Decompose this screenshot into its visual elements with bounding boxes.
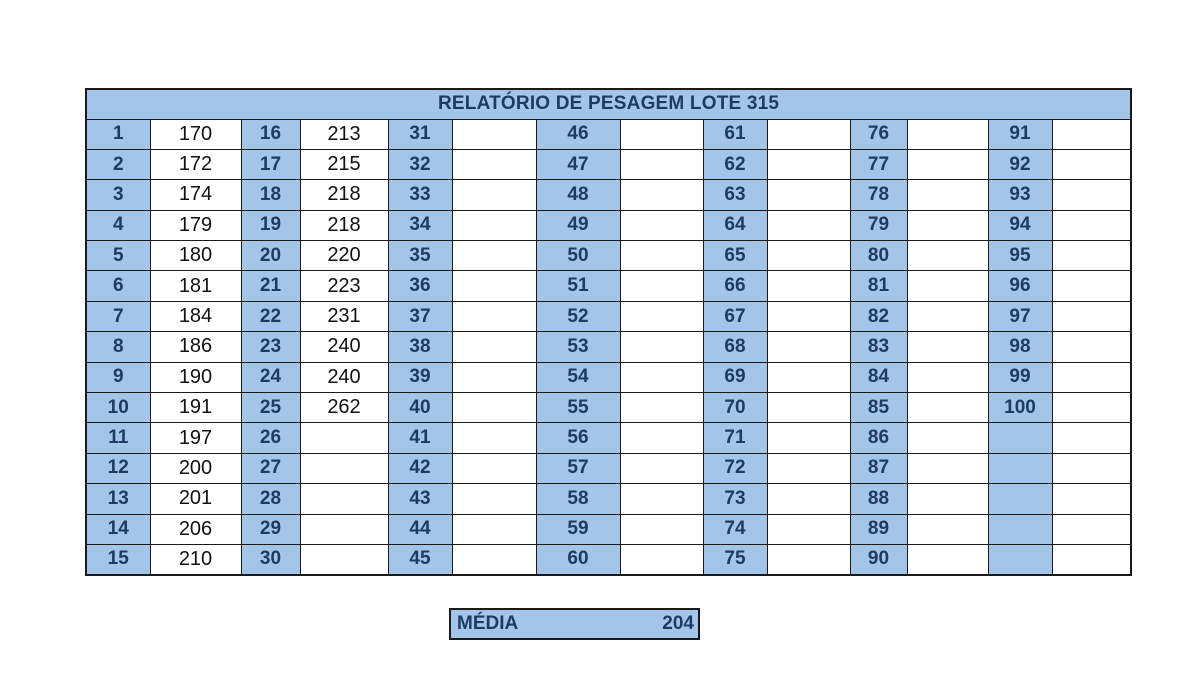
animal-number-cell: 13 <box>86 484 150 514</box>
animal-number-cell: 39 <box>388 362 452 392</box>
weight-cell <box>907 514 988 544</box>
weight-cell <box>907 453 988 483</box>
weight-cell <box>1052 544 1131 574</box>
weight-cell: 213 <box>300 119 388 149</box>
animal-number-cell: 41 <box>388 423 452 453</box>
weight-cell <box>620 180 703 210</box>
weight-cell <box>1052 484 1131 514</box>
animal-number-cell: 68 <box>703 332 767 362</box>
animal-number-cell: 94 <box>988 210 1052 240</box>
table-row <box>86 484 1131 514</box>
weight-cell: 223 <box>300 271 388 301</box>
weight-cell <box>767 484 850 514</box>
average-box <box>449 608 700 640</box>
weight-cell <box>620 393 703 423</box>
weight-cell <box>452 210 536 240</box>
animal-number-cell: 14 <box>86 514 150 544</box>
animal-number-cell: 31 <box>388 119 452 149</box>
weight-cell <box>620 119 703 149</box>
animal-number-cell: 40 <box>388 393 452 423</box>
animal-number-cell: 46 <box>536 119 620 149</box>
weight-cell <box>300 514 388 544</box>
animal-number-cell: 100 <box>988 393 1052 423</box>
weight-cell <box>907 362 988 392</box>
weight-cell <box>620 423 703 453</box>
animal-number-cell: 26 <box>241 423 300 453</box>
table-row <box>86 423 1131 453</box>
animal-number-cell: 90 <box>850 544 907 574</box>
weight-cell: 190 <box>150 362 241 392</box>
animal-number-cell: 75 <box>703 544 767 574</box>
animal-number-cell: 22 <box>241 301 300 331</box>
animal-number-cell <box>988 423 1052 453</box>
weight-cell <box>452 180 536 210</box>
animal-number-cell: 92 <box>988 149 1052 179</box>
animal-number-cell: 79 <box>850 210 907 240</box>
weight-cell <box>452 241 536 271</box>
weight-cell <box>1052 301 1131 331</box>
animal-number-cell: 53 <box>536 332 620 362</box>
weight-cell <box>767 119 850 149</box>
weight-cell <box>452 453 536 483</box>
table-row <box>86 149 1131 179</box>
weight-cell: 210 <box>150 544 241 574</box>
table-row <box>86 514 1131 544</box>
animal-number-cell: 10 <box>86 393 150 423</box>
animal-number-cell: 78 <box>850 180 907 210</box>
weight-cell <box>620 544 703 574</box>
animal-number-cell: 43 <box>388 484 452 514</box>
animal-number-cell: 38 <box>388 332 452 362</box>
average-label: MÉDIA <box>457 613 519 634</box>
animal-number-cell: 87 <box>850 453 907 483</box>
animal-number-cell: 56 <box>536 423 620 453</box>
animal-number-cell: 18 <box>241 180 300 210</box>
weight-cell <box>907 301 988 331</box>
weight-cell <box>452 393 536 423</box>
animal-number-cell: 11 <box>86 423 150 453</box>
weight-cell <box>767 362 850 392</box>
weight-cell <box>907 544 988 574</box>
weight-cell <box>907 241 988 271</box>
weight-cell <box>1052 180 1131 210</box>
animal-number-cell: 25 <box>241 393 300 423</box>
animal-number-cell: 47 <box>536 149 620 179</box>
weight-cell <box>620 332 703 362</box>
weight-cell: 240 <box>300 332 388 362</box>
animal-number-cell: 93 <box>988 180 1052 210</box>
animal-number-cell <box>988 484 1052 514</box>
animal-number-cell: 37 <box>388 301 452 331</box>
animal-number-cell <box>988 453 1052 483</box>
weight-cell <box>907 423 988 453</box>
animal-number-cell: 82 <box>850 301 907 331</box>
weight-cell <box>1052 332 1131 362</box>
weight-cell: 240 <box>300 362 388 392</box>
weight-cell: 191 <box>150 393 241 423</box>
animal-number-cell: 83 <box>850 332 907 362</box>
animal-number-cell: 64 <box>703 210 767 240</box>
weight-cell: 174 <box>150 180 241 210</box>
weight-cell: 200 <box>150 453 241 483</box>
animal-number-cell: 59 <box>536 514 620 544</box>
animal-number-cell: 69 <box>703 362 767 392</box>
animal-number-cell: 60 <box>536 544 620 574</box>
animal-number-cell: 44 <box>388 514 452 544</box>
table-row <box>86 301 1131 331</box>
weight-cell: 181 <box>150 271 241 301</box>
animal-number-cell: 7 <box>86 301 150 331</box>
animal-number-cell: 9 <box>86 362 150 392</box>
weight-cell <box>767 423 850 453</box>
animal-number-cell: 16 <box>241 119 300 149</box>
weight-cell <box>767 301 850 331</box>
animal-number-cell: 88 <box>850 484 907 514</box>
weight-cell <box>907 149 988 179</box>
animal-number-cell: 77 <box>850 149 907 179</box>
animal-number-cell: 30 <box>241 544 300 574</box>
animal-number-cell: 32 <box>388 149 452 179</box>
animal-number-cell: 50 <box>536 241 620 271</box>
animal-number-cell: 57 <box>536 453 620 483</box>
animal-number-cell: 4 <box>86 210 150 240</box>
report-title: RELATÓRIO DE PESAGEM LOTE 315 <box>86 89 1131 119</box>
animal-number-cell: 5 <box>86 241 150 271</box>
table-row <box>86 362 1131 392</box>
weight-cell <box>1052 149 1131 179</box>
weight-cell: 184 <box>150 301 241 331</box>
table-row <box>86 393 1131 423</box>
weighing-report-table <box>85 88 1132 576</box>
animal-number-cell: 86 <box>850 423 907 453</box>
animal-number-cell: 29 <box>241 514 300 544</box>
animal-number-cell <box>988 514 1052 544</box>
table-row <box>86 210 1131 240</box>
weight-cell <box>767 210 850 240</box>
animal-number-cell: 6 <box>86 271 150 301</box>
weight-cell <box>452 514 536 544</box>
weight-cell: 218 <box>300 210 388 240</box>
weight-cell <box>767 241 850 271</box>
animal-number-cell: 49 <box>536 210 620 240</box>
weight-cell <box>1052 514 1131 544</box>
weight-cell <box>907 119 988 149</box>
animal-number-cell: 62 <box>703 149 767 179</box>
weight-cell <box>1052 393 1131 423</box>
animal-number-cell: 61 <box>703 119 767 149</box>
weight-cell <box>620 271 703 301</box>
weight-cell <box>767 149 850 179</box>
animal-number-cell: 42 <box>388 453 452 483</box>
weight-cell: 231 <box>300 301 388 331</box>
animal-number-cell: 3 <box>86 180 150 210</box>
animal-number-cell: 97 <box>988 301 1052 331</box>
weight-cell <box>452 544 536 574</box>
animal-number-cell: 17 <box>241 149 300 179</box>
table-row <box>86 271 1131 301</box>
animal-number-cell: 36 <box>388 271 452 301</box>
weight-cell <box>767 453 850 483</box>
weight-cell: 215 <box>300 149 388 179</box>
animal-number-cell: 67 <box>703 301 767 331</box>
weight-cell <box>452 362 536 392</box>
weight-cell <box>620 484 703 514</box>
animal-number-cell: 91 <box>988 119 1052 149</box>
weight-cell <box>907 484 988 514</box>
weight-cell <box>1052 271 1131 301</box>
animal-number-cell: 84 <box>850 362 907 392</box>
weight-cell <box>620 210 703 240</box>
weight-cell <box>620 241 703 271</box>
animal-number-cell: 24 <box>241 362 300 392</box>
animal-number-cell: 51 <box>536 271 620 301</box>
weight-cell <box>1052 210 1131 240</box>
animal-number-cell: 65 <box>703 241 767 271</box>
animal-number-cell: 33 <box>388 180 452 210</box>
animal-number-cell: 98 <box>988 332 1052 362</box>
weight-cell: 179 <box>150 210 241 240</box>
weight-cell <box>767 332 850 362</box>
animal-number-cell: 2 <box>86 149 150 179</box>
weight-cell <box>767 393 850 423</box>
animal-number-cell: 55 <box>536 393 620 423</box>
table-row <box>86 119 1131 149</box>
weight-cell: 180 <box>150 241 241 271</box>
weight-cell <box>907 210 988 240</box>
weight-cell <box>620 362 703 392</box>
table-row <box>86 332 1131 362</box>
animal-number-cell: 96 <box>988 271 1052 301</box>
animal-number-cell: 1 <box>86 119 150 149</box>
weight-cell: 218 <box>300 180 388 210</box>
animal-number-cell: 19 <box>241 210 300 240</box>
animal-number-cell: 99 <box>988 362 1052 392</box>
animal-number-cell: 73 <box>703 484 767 514</box>
animal-number-cell: 28 <box>241 484 300 514</box>
animal-number-cell: 71 <box>703 423 767 453</box>
weight-cell <box>1052 241 1131 271</box>
animal-number-cell: 54 <box>536 362 620 392</box>
weight-cell <box>452 423 536 453</box>
animal-number-cell: 74 <box>703 514 767 544</box>
weighing-table-body <box>86 119 1131 575</box>
weight-cell <box>1052 423 1131 453</box>
weight-cell <box>452 271 536 301</box>
table-row <box>86 180 1131 210</box>
animal-number-cell: 23 <box>241 332 300 362</box>
weight-cell <box>620 149 703 179</box>
average-value: 204 <box>662 613 694 634</box>
weight-cell: 197 <box>150 423 241 453</box>
weight-cell: 186 <box>150 332 241 362</box>
weight-cell <box>452 332 536 362</box>
animal-number-cell: 12 <box>86 453 150 483</box>
animal-number-cell: 15 <box>86 544 150 574</box>
animal-number-cell: 72 <box>703 453 767 483</box>
animal-number-cell: 70 <box>703 393 767 423</box>
animal-number-cell: 89 <box>850 514 907 544</box>
weight-cell <box>907 332 988 362</box>
weight-cell: 206 <box>150 514 241 544</box>
animal-number-cell: 48 <box>536 180 620 210</box>
animal-number-cell: 63 <box>703 180 767 210</box>
table-row <box>86 544 1131 574</box>
table-row <box>86 453 1131 483</box>
weight-cell <box>300 544 388 574</box>
weight-cell <box>767 271 850 301</box>
weight-cell: 201 <box>150 484 241 514</box>
animal-number-cell: 95 <box>988 241 1052 271</box>
animal-number-cell: 80 <box>850 241 907 271</box>
weight-cell: 220 <box>300 241 388 271</box>
weight-cell: 170 <box>150 119 241 149</box>
animal-number-cell: 58 <box>536 484 620 514</box>
animal-number-cell: 45 <box>388 544 452 574</box>
weight-cell: 262 <box>300 393 388 423</box>
weight-cell <box>767 544 850 574</box>
weight-cell <box>1052 453 1131 483</box>
animal-number-cell: 85 <box>850 393 907 423</box>
weight-cell <box>907 180 988 210</box>
animal-number-cell: 81 <box>850 271 907 301</box>
weight-cell <box>452 119 536 149</box>
weight-cell <box>1052 119 1131 149</box>
weight-cell <box>620 301 703 331</box>
animal-number-cell: 8 <box>86 332 150 362</box>
animal-number-cell: 34 <box>388 210 452 240</box>
weight-cell <box>300 453 388 483</box>
animal-number-cell: 76 <box>850 119 907 149</box>
weight-cell <box>452 149 536 179</box>
animal-number-cell: 27 <box>241 453 300 483</box>
animal-number-cell: 21 <box>241 271 300 301</box>
weight-cell: 172 <box>150 149 241 179</box>
animal-number-cell: 20 <box>241 241 300 271</box>
weight-cell <box>767 514 850 544</box>
table-row <box>86 241 1131 271</box>
weight-cell <box>300 484 388 514</box>
weight-cell <box>452 484 536 514</box>
weight-cell <box>620 453 703 483</box>
weight-cell <box>767 180 850 210</box>
weight-cell <box>907 271 988 301</box>
weight-cell <box>620 514 703 544</box>
animal-number-cell: 66 <box>703 271 767 301</box>
animal-number-cell <box>988 544 1052 574</box>
weight-cell <box>452 301 536 331</box>
weight-cell <box>300 423 388 453</box>
animal-number-cell: 52 <box>536 301 620 331</box>
weight-cell <box>1052 362 1131 392</box>
weight-cell <box>907 393 988 423</box>
animal-number-cell: 35 <box>388 241 452 271</box>
